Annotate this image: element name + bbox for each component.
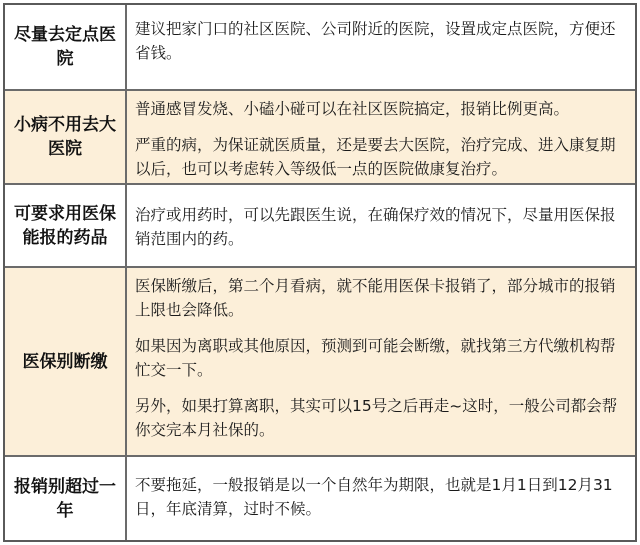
row-content: [127, 457, 635, 540]
medical-insurance-tips-table: [3, 3, 637, 542]
row-label: 可要求用医保能报的药品: [5, 185, 127, 266]
table-row: [5, 457, 635, 540]
content-paragraph: 严重的病，为保证就医质量，还是要去大医院，治疗完成、进入康复期以后，也可以考虑转入等级低一点的医院做康复治疗。: [135, 136, 616, 178]
row-label: 医保别断缴: [5, 268, 127, 455]
content-paragraph: 另外，如果打算离职，其实可以15号之后再走~这时，一般公司都会帮你交完本月社保的。: [135, 397, 618, 439]
content-paragraph: 普通感冒发烧、小磕小碰可以在社区医院搞定，报销比例更高。: [135, 100, 570, 118]
content-paragraph: 治疗或用药时，可以先跟医生说，在确保疗效的情况下，尽量用医保报销范围内的药。: [135, 206, 616, 248]
row-content: [127, 268, 635, 455]
table-row: [5, 185, 635, 268]
content-paragraph: 建议把家门口的社区医院、公司附近的医院，设置成定点医院，方便还省钱。: [135, 20, 616, 62]
row-content: [127, 91, 635, 183]
content-paragraph: 如果因为离职或其他原因，预测到可能会断缴，就找第三方代缴机构帮忙交一下。: [135, 337, 616, 379]
table-row: [5, 268, 635, 457]
row-label: 尽量去定点医院: [5, 5, 127, 89]
row-label: 小病不用去大医院: [5, 91, 127, 183]
content-paragraph: 不要拖延，一般报销是以一个自然年为期限，也就是1月1日到12月31日，年底清算，过时不候。: [135, 476, 613, 518]
content-paragraph: 医保断缴后，第二个月看病，就不能用医保卡报销了，部分城市的报销上限也会降低。: [135, 277, 616, 319]
table-row: [5, 5, 635, 91]
row-content: [127, 5, 635, 89]
table-row: [5, 91, 635, 185]
row-label: 报销别超过一年: [5, 457, 127, 540]
row-content: [127, 185, 635, 266]
